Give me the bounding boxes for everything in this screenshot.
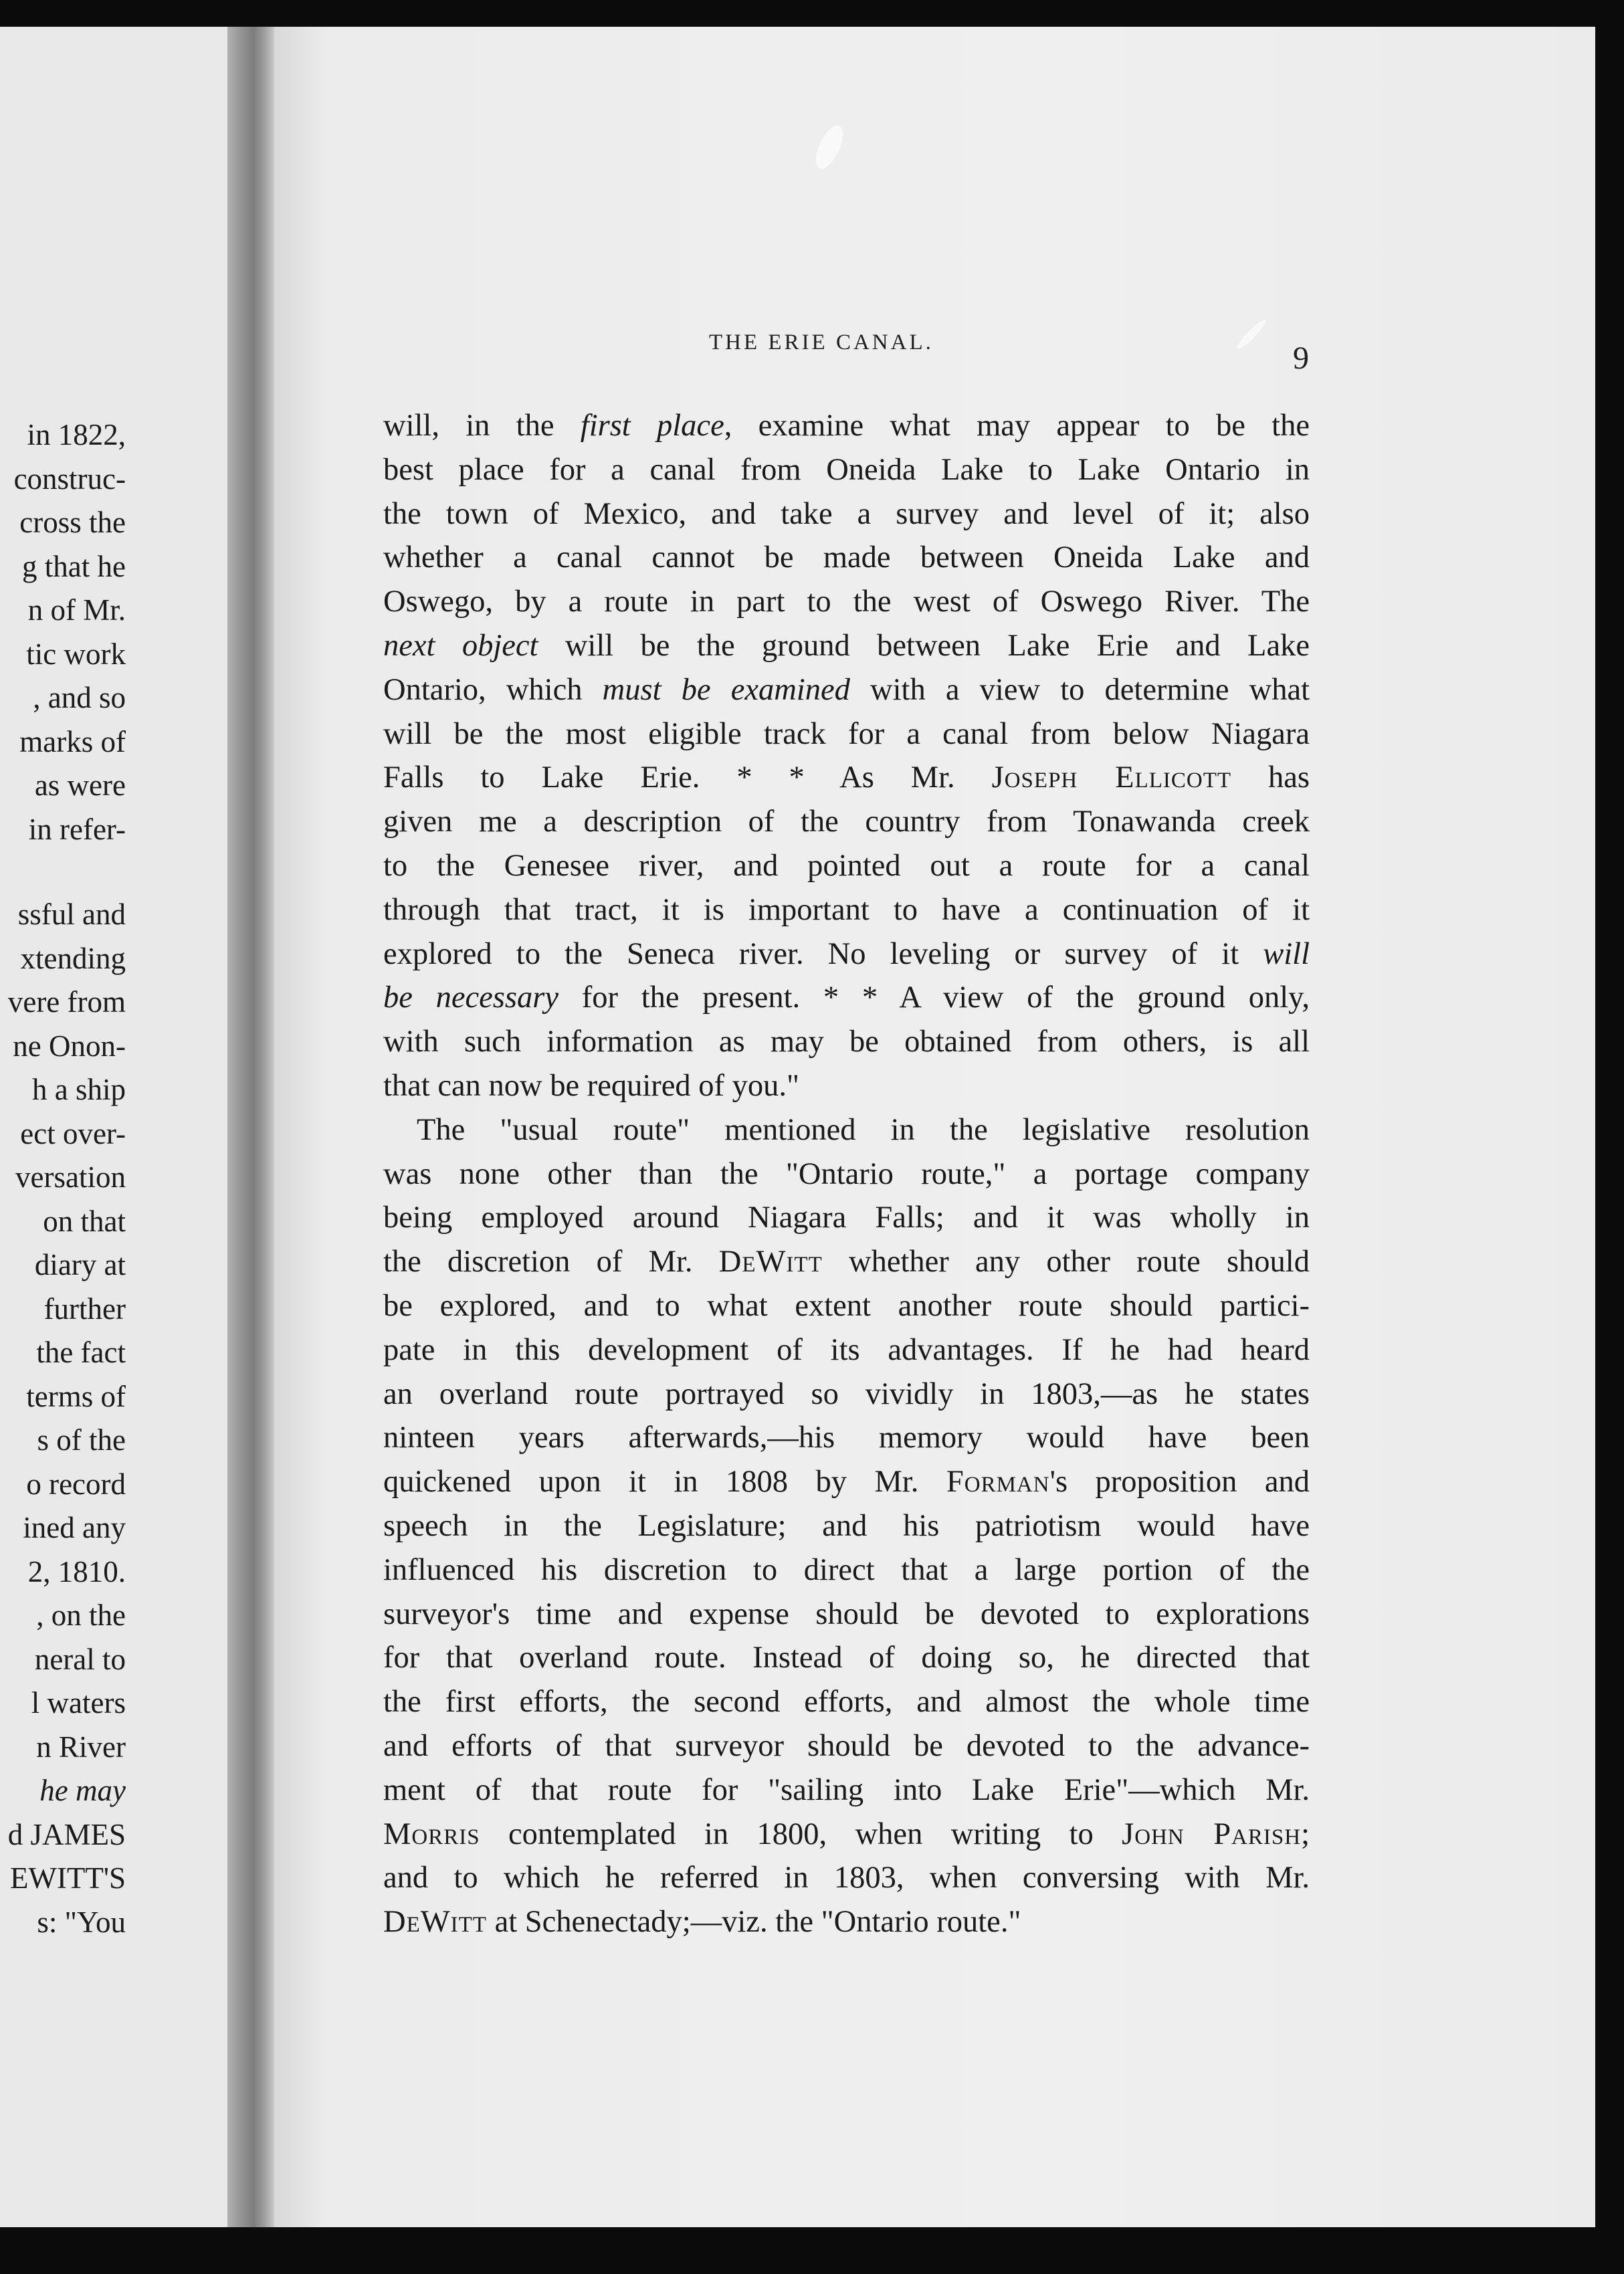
left-line: the fact (36, 1336, 126, 1369)
left-line: marks of (19, 724, 126, 758)
text-line: whether a canal cannot be made between Oneida Lake and (383, 540, 1310, 575)
left-line: s of the (37, 1423, 126, 1457)
text-line: The "usual route" mentioned in the legislative resolution (417, 1112, 1310, 1147)
text-line: ment of that route for "sailing into Lake Erie"—which Mr. (383, 1772, 1310, 1807)
left-line: in refer- (28, 812, 126, 846)
left-line: , on the (36, 1598, 126, 1632)
text-line: through that tract, it is important to have a continuation of it (383, 892, 1310, 927)
left-line: ined any (23, 1511, 126, 1544)
body-text (383, 404, 1310, 1944)
text-line: with such information as may be obtained from others, is all (383, 1025, 1310, 1059)
left-line: g that he (22, 549, 126, 583)
text-line: best place for a canal from Oneida Lake to Lake Ontario in (383, 452, 1310, 487)
text-line: Falls to Lake Erie. * * As Mr. Joseph Ellicott has (383, 760, 1310, 795)
left-line: on that (43, 1204, 126, 1238)
running-head: THE ERIE CANAL. (709, 330, 934, 354)
left-line: in 1822, (27, 418, 126, 451)
book-gutter (227, 27, 276, 2227)
text-line: the first efforts, the second efforts, and almost the whole time (383, 1685, 1310, 1720)
left-line: terms of (26, 1379, 126, 1413)
text-line: pate in this development of its advantages. If he had heard (383, 1332, 1310, 1367)
dust-speck (811, 122, 849, 173)
text-line: the town of Mexico, and take a survey and level of it; also (383, 496, 1310, 531)
text-line: for that overland route. Instead of doing so, he directed that (383, 1641, 1310, 1675)
left-facing-page (0, 27, 241, 2227)
left-line: s: "You (37, 1905, 126, 1939)
left-line: n of Mr. (27, 593, 126, 627)
left-line: 2, 1810. (27, 1554, 126, 1588)
text-line: will, in the first place, examine what may appear to be the (383, 409, 1310, 443)
text-line: an overland route portrayed so vividly in 1803,—as he states (383, 1376, 1310, 1411)
left-line: n River (36, 1730, 126, 1764)
left-line: ne Onon- (13, 1029, 126, 1063)
text-line: Ontario, which must be examined with a view to determine what (383, 672, 1310, 707)
left-line: l waters (31, 1686, 126, 1720)
text-line: and efforts of that surveyor should be devoted to the advance- (383, 1728, 1310, 1763)
page-number: 9 (1293, 340, 1309, 376)
left-line: as were (34, 768, 126, 802)
text-line: be necessary for the present. * * A view of the ground only, (383, 980, 1310, 1015)
left-line: neral to (34, 1642, 126, 1676)
text-line: explored to the Seneca river. No leveling or survey of it will (383, 936, 1310, 971)
left-line: vere from (7, 985, 126, 1019)
text-line: that can now be required of you." (383, 1068, 799, 1103)
text-line: given me a description of the country from Tonawanda creek (383, 805, 1310, 839)
left-line: cross the (19, 506, 126, 539)
left-line: , and so (33, 681, 126, 714)
left-page-text (0, 413, 126, 1944)
left-line: tic work (26, 637, 126, 671)
left-paragraph-gap (0, 851, 126, 893)
text-line: be explored, and to what extent another route should partici- (383, 1288, 1310, 1323)
text-line: the discretion of Mr. DeWitt whether any other route should (383, 1245, 1310, 1279)
left-line: h a ship (32, 1073, 126, 1106)
text-line: quickened upon it in 1808 by Mr. Forman's proposition and (383, 1465, 1310, 1500)
left-line: ect over- (20, 1116, 126, 1150)
text-line: next object will be the ground between Lake Erie and Lake (383, 628, 1310, 663)
text-line: speech in the Legislature; and his patriotism would have (383, 1508, 1310, 1543)
left-line: EWITT'S (9, 1861, 126, 1895)
text-line: Morris contemplated in 1800, when writing to John Parish; (383, 1817, 1310, 1851)
left-line: o record (26, 1467, 126, 1501)
left-line: xtending (20, 941, 126, 975)
left-line: versation (15, 1160, 126, 1194)
text-line: and to which he referred in 1803, when conversing with Mr. (383, 1861, 1310, 1895)
left-line: diary at (34, 1248, 126, 1281)
text-line: influenced his discretion to direct that a large portion of the (383, 1552, 1310, 1587)
text-line: will be the most eligible track for a canal from below Niagara (383, 716, 1310, 751)
text-line: to the Genesee river, and pointed out a route for a canal (383, 848, 1310, 883)
text-line: DeWitt at Schenectady;—viz. the "Ontario route." (383, 1905, 1021, 1940)
text-line: Oswego, by a route in part to the west of Oswego River. The (383, 585, 1310, 619)
text-line: surveyor's time and expense should be devoted to explorations (383, 1596, 1310, 1631)
dust-speck (1235, 318, 1269, 352)
left-line: construc- (13, 461, 126, 496)
left-line: ssful and (17, 898, 126, 931)
left-line: he may (39, 1774, 126, 1807)
text-line: being employed around Niagara Falls; and it was wholly in (383, 1201, 1310, 1235)
left-line: further (43, 1291, 126, 1326)
text-line: was none other than the "Ontario route," a portage company (383, 1156, 1310, 1191)
left-line: d JAMES (7, 1817, 126, 1851)
text-line: ninteen years afterwards,—his memory would have been (383, 1421, 1310, 1455)
